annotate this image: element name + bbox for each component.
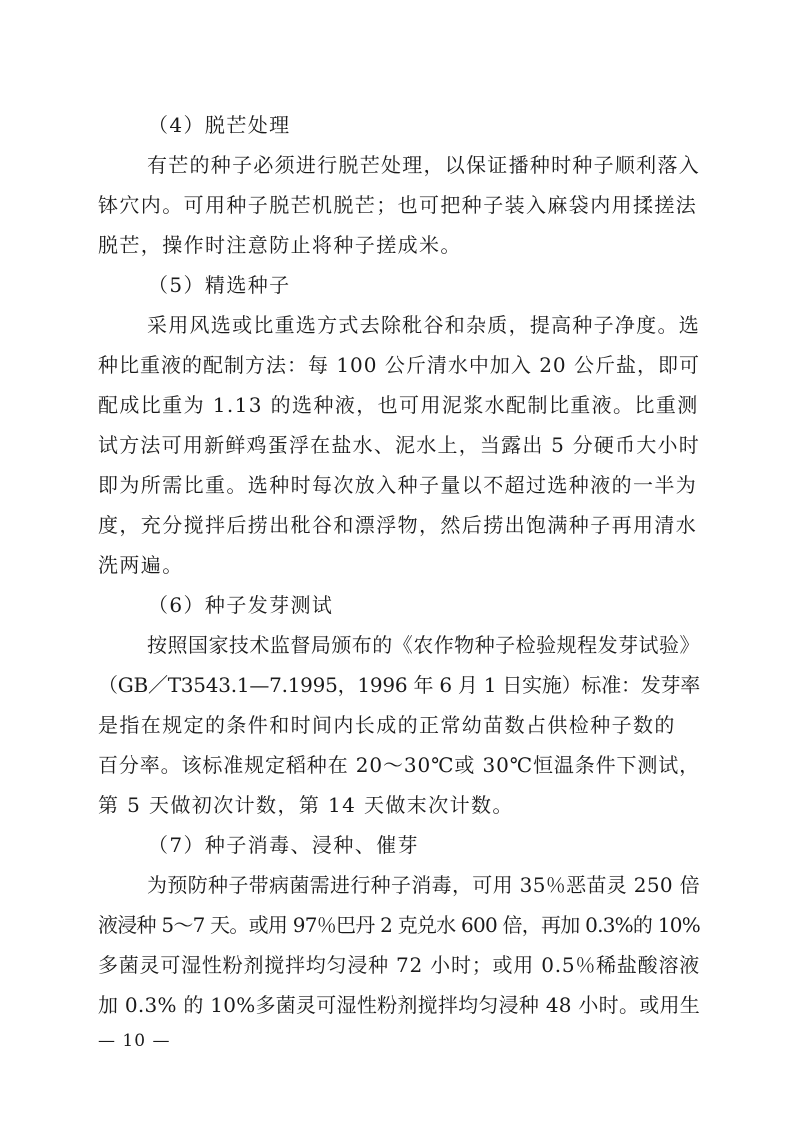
paragraph-line: 有芒的种子必须进行脱芒处理，以保证播种时种子顺利落入 (147, 153, 700, 177)
paragraph-line: 为预防种子带病菌需进行种子消毒，可用 35％恶苗灵 250 倍 (147, 873, 700, 897)
paragraph-line: 度，充分搅拌后捞出秕谷和漂浮物，然后捞出饱满种子再用清水 (98, 513, 698, 537)
heading-dehull: （4）脱芒处理 (148, 113, 291, 137)
paragraph-line: 按照国家技术监督局颁布的《农作物种子检验规程发芽试验》 (147, 633, 700, 657)
paragraph-line: 第 5 天做初次计数，第 14 天做末次计数。 (98, 793, 514, 817)
paragraph-line: 百分率。该标准规定稻种在 20～30℃或 30℃恒温条件下测试， (98, 753, 700, 777)
paragraph-line: 采用风选或比重选方式去除秕谷和杂质，提高种子净度。选 (147, 313, 700, 337)
paragraph-line: 试方法可用新鲜鸡蛋浮在盐水、泥水上，当露出 5 分硬币大小时 (98, 433, 700, 457)
paragraph-line: （GB／T3543.1—7.1995，1996 年 6 月 1 日实施）标准：发芽率 (98, 673, 700, 697)
paragraph-line: 脱芒，操作时注意防止将种子搓成米。 (98, 233, 462, 257)
page-number: — 10 — (98, 1031, 171, 1051)
heading-germination-test: （6）种子发芽测试 (148, 593, 334, 617)
paragraph-line: 配成比重为 1.13 的选种液，也可用泥浆水配制比重液。比重测 (98, 393, 699, 417)
paragraph-line: 液浸种 5～7 天。或用 97％巴丹 2 克兑水 600 倍，再加 0.3%的 10% (98, 913, 700, 937)
paragraph-line: 多菌灵可湿性粉剂搅拌均匀浸种 72 小时；或用 0.5％稀盐酸溶液 (98, 953, 700, 977)
paragraph-line: 加 0.3% 的 10%多菌灵可湿性粉剂搅拌均匀浸种 48 小时。或用生 (98, 993, 700, 1017)
heading-disinfection: （7）种子消毒、浸种、催芽 (148, 833, 419, 857)
paragraph-line: 钵穴内。可用种子脱芒机脱芒；也可把种子装入麻袋内用揉搓法 (98, 193, 698, 217)
paragraph-line: 即为所需比重。选种时每次放入种子量以不超过选种液的一半为 (98, 473, 698, 497)
paragraph-line: 种比重液的配制方法：每 100 公斤清水中加入 20 公斤盐，即可 (98, 353, 700, 377)
paragraph-line: 是指在规定的条件和时间内长成的正常幼苗数占供检种子数的 (98, 713, 676, 737)
paragraph-line: 洗两遍。 (98, 553, 184, 577)
heading-seed-selection: （5）精选种子 (148, 273, 291, 297)
